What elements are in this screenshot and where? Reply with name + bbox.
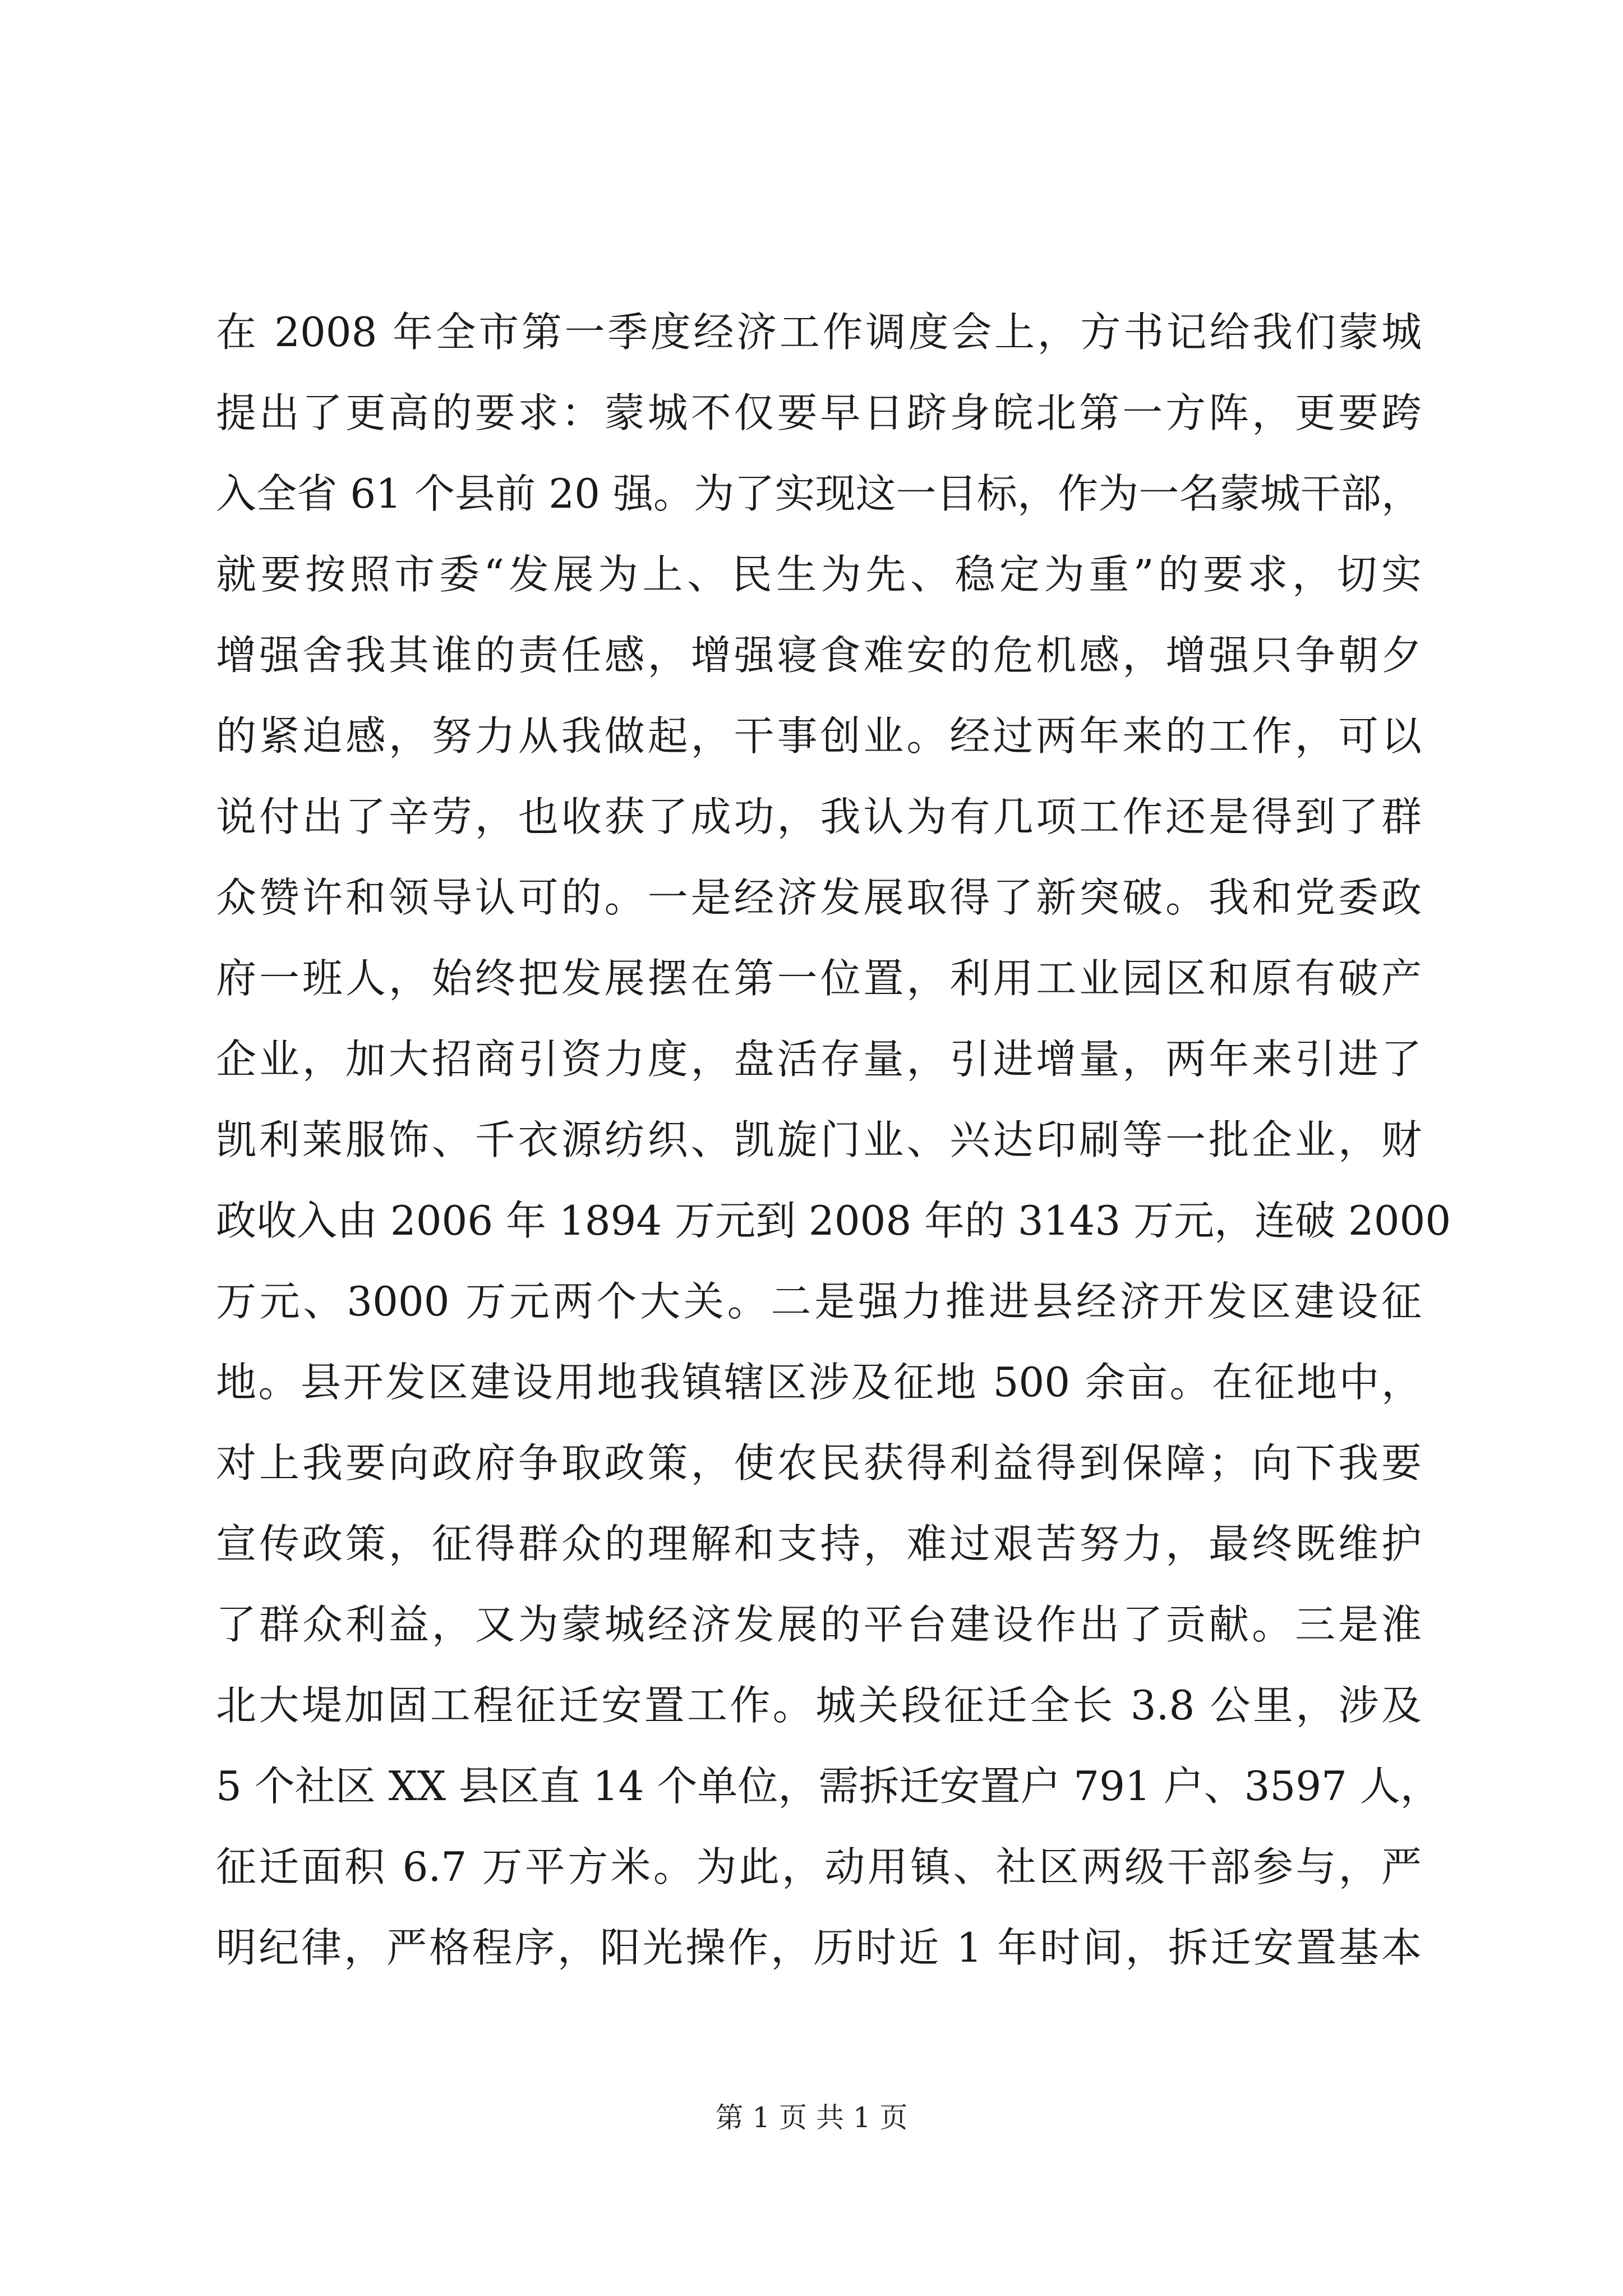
text-line: 征迁面积 6.7 万平方米。为此，动用镇、社区两级干部参与，严	[216, 1843, 1422, 1890]
text-line: 提出了更高的要求：蒙城不仅要早日跻身皖北第一方阵，更要跨	[216, 389, 1422, 436]
text-line: 企业，加大招商引资力度，盘活存量，引进增量，两年来引进了	[216, 1036, 1422, 1083]
text-line: 万元、3000 万元两个大关。二是强力推进县经济开发区建设征	[216, 1278, 1422, 1325]
text-line: 说付出了辛劳，也收获了成功，我认为有几项工作还是得到了群	[216, 793, 1422, 840]
body-paragraph	[216, 292, 1451, 1988]
page-number-footer: 第 1 页 共 1 页	[715, 2101, 908, 2134]
text-line: 宣传政策，征得群众的理解和支持，难过艰苦努力，最终既维护	[216, 1520, 1422, 1567]
text-line: 增强舍我其谁的责任感，增强寝食难安的危机感，增强只争朝夕	[216, 632, 1422, 679]
text-line: 府一班人，始终把发展摆在第一位置，利用工业园区和原有破产	[216, 955, 1422, 1002]
text-line: 了群众利益，又为蒙城经济发展的平台建设作出了贡献。三是淮	[216, 1601, 1422, 1648]
text-line: 北大堤加固工程征迁安置工作。城关段征迁全长 3.8 公里，涉及	[216, 1682, 1422, 1729]
text-line: 在 2008 年全市第一季度经济工作调度会上，方书记给我们蒙城	[216, 309, 1422, 356]
text-line: 地。县开发区建设用地我镇辖区涉及征地 500 余亩。在征地中，	[216, 1359, 1422, 1406]
text-line: 政收入由 2006 年 1894 万元到 2008 年的 3143 万元，连破 2000	[216, 1197, 1451, 1244]
text-line: 5 个社区 XX 县区直 14 个单位，需拆迁安置户 791 户、3597 人，	[216, 1763, 1441, 1810]
text-line: 对上我要向政府争取政策，使农民获得利益得到保障；向下我要	[216, 1439, 1422, 1487]
text-line: 入全省 61 个县前 20 强。为了实现这一目标，作为一名蒙城干部，	[216, 470, 1422, 517]
text-line: 众赞许和领导认可的。一是经济发展取得了新突破。我和党委政	[216, 874, 1422, 921]
text-line: 凯利莱服饰、千衣源纺织、凯旋门业、兴达印刷等一批企业，财	[216, 1116, 1422, 1163]
text-line: 明纪律，严格程序，阳光操作，历时近 1 年时间，拆迁安置基本	[216, 1924, 1422, 1971]
text-line: 的紧迫感，努力从我做起，干事创业。经过两年来的工作，可以	[216, 712, 1422, 760]
text-line: 就要按照市委“发展为上、民生为先、稳定为重”的要求，切实	[216, 551, 1422, 598]
